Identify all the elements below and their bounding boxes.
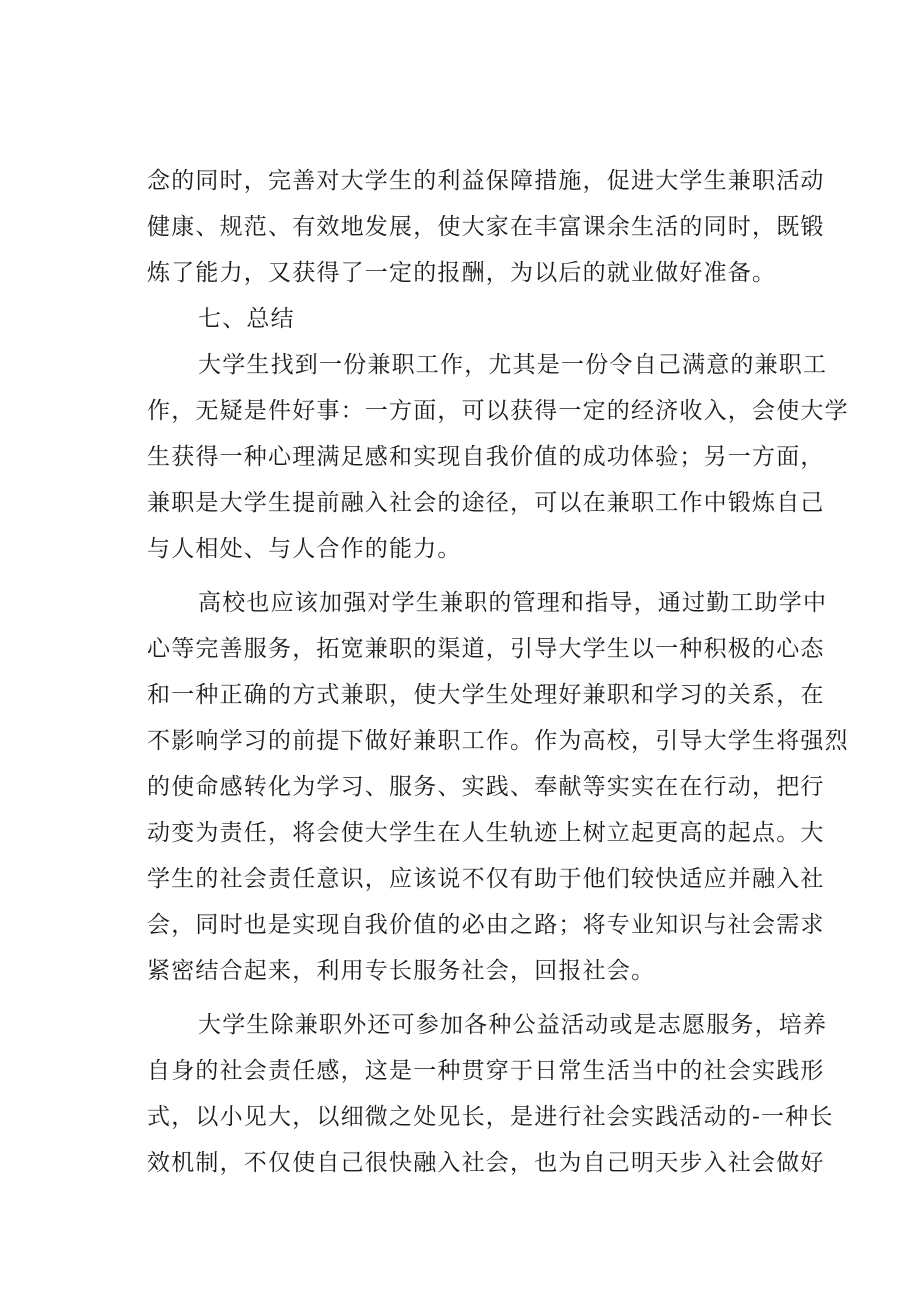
paragraph-summary-3 (147, 1002, 834, 1186)
text-line: 兼职是大学生提前融入社会的途径，可以在兼职工作中锻炼自己 (147, 490, 825, 516)
text-line: 与人相处、与人合作的能力。 (147, 536, 462, 562)
text-line: 念的同时，完善对大学生的利益保障措施，促进大学生兼职活动 (147, 168, 825, 194)
document-body (147, 158, 849, 1186)
text-line: 和一种正确的方式兼职，使大学生处理好兼职和学习的关系，在 (147, 682, 825, 708)
text-line: 不影响学习的前提下做好兼职工作。作为高校，引导大学生将强烈 (147, 728, 849, 754)
text-line: 作，无疑是件好事：一方面，可以获得一定的经济收入，会使大学 (147, 398, 849, 424)
text-line: 会，同时也是实现自我价值的必由之路；将专业知识与社会需求 (147, 912, 825, 938)
text-line: 心等完善服务，拓宽兼职的渠道，引导大学生以一种积极的心态 (147, 636, 825, 662)
text-line: 炼了能力，又获得了一定的报酬，为以后的就业做好准备。 (147, 260, 777, 286)
text-line: 大学生除兼职外还可参加各种公益活动或是志愿服务，培养 (198, 1012, 828, 1038)
text-line: 的使命感转化为学习、服务、实践、奉献等实实在在行动，把行 (147, 774, 825, 800)
paragraph-summary-2 (147, 580, 849, 994)
text-line: 学生的社会责任意识，应该说不仅有助于他们较快适应并融入社 (147, 866, 825, 892)
text-line: 健康、规范、有效地发展，使大家在丰富课余生活的同时，既锻 (147, 214, 825, 240)
continuation-paragraph (147, 158, 825, 296)
text-line: 自身的社会责任感，这是一种贯穿于日常生活当中的社会实践形 (147, 1058, 825, 1084)
text-line: 大学生找到一份兼职工作，尤其是一份令自己满意的兼职工 (198, 352, 828, 378)
text-line: 高校也应该加强对学生兼职的管理和指导，通过勤工助学中 (198, 590, 828, 616)
paragraph-summary-1 (147, 342, 849, 572)
text-line: 生获得一种心理满足感和实现自我价值的成功体验；另一方面， (147, 444, 825, 470)
text-line: 紧密结合起来，利用专长服务社会，回报社会。 (147, 958, 656, 984)
text-line: 式，以小见大，以细微之处见长，是进行社会实践活动的-一种长 (147, 1104, 834, 1130)
text-line: 效机制，不仅使自己很快融入社会，也为自己明天步入社会做好 (147, 1150, 825, 1176)
text-line: 动变为责任，将会使大学生在人生轨迹上树立起更高的起点。大 (147, 820, 825, 846)
section-heading: 七、总结 (198, 306, 295, 332)
